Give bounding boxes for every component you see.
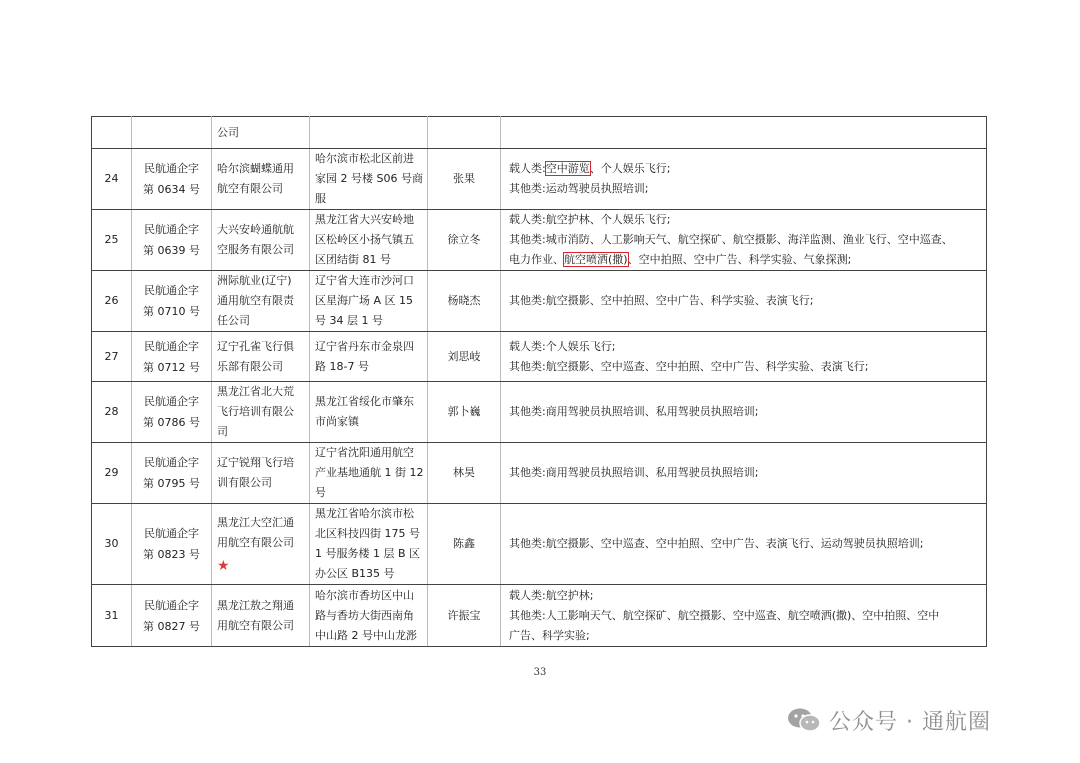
cell-line: 第 0710 号 bbox=[143, 305, 200, 318]
cell-business-scope bbox=[501, 585, 987, 647]
scope-line bbox=[509, 402, 981, 422]
cell-line: 产业基地通航 1 街 12 bbox=[315, 466, 424, 479]
scope-line bbox=[509, 534, 981, 554]
cell-line: 飞行培训有限公 bbox=[217, 405, 294, 418]
cell-line: 辽宁省大连市沙河口 bbox=[315, 274, 414, 287]
cell-line: 民航通企字 bbox=[144, 527, 199, 540]
cell-business-scope bbox=[501, 149, 987, 210]
cell-line: 辽宁锐翔飞行培 bbox=[217, 456, 294, 469]
cell-business-scope bbox=[501, 271, 987, 332]
scope-text: 其他类:运动驾驶员执照培训; bbox=[509, 182, 649, 195]
cell-company-name bbox=[212, 382, 310, 443]
cell-line: 乐部有限公司 bbox=[217, 359, 283, 373]
star-icon: ★ bbox=[217, 558, 230, 574]
table-row bbox=[92, 504, 987, 585]
cell-license bbox=[132, 210, 212, 271]
cell-business-scope bbox=[501, 443, 987, 504]
cell-line: 第 0795 号 bbox=[143, 477, 200, 490]
cell-representative: 刘思岐 bbox=[428, 332, 501, 382]
cell-line: 号 34 层 1 号 bbox=[315, 314, 383, 327]
scope-line bbox=[509, 159, 981, 179]
cell-line: 第 0823 号 bbox=[143, 548, 200, 561]
cell-company-name bbox=[212, 332, 310, 382]
cell-address bbox=[310, 504, 428, 585]
cell-line: 哈尔滨市香坊区中山 bbox=[315, 588, 414, 602]
cell-business-scope bbox=[501, 382, 987, 443]
cell-line: 民航通企字 bbox=[144, 598, 199, 612]
cell-line: 空服务有限公司 bbox=[217, 243, 294, 256]
cell-number: 30 bbox=[92, 504, 132, 585]
cell-address bbox=[310, 382, 428, 443]
scope-line bbox=[509, 626, 981, 646]
cell-line: 中山路 2 号中山龙浵 bbox=[315, 628, 417, 642]
registry-table-body bbox=[92, 117, 987, 647]
scope-text: 其他类:航空摄影、空中拍照、空中广告、科学实验、表演飞行; bbox=[509, 294, 814, 307]
cell-company-name bbox=[212, 271, 310, 332]
cell-line: 家园 2 号楼 S06 号商 bbox=[315, 172, 423, 185]
cell-number: 24 bbox=[92, 149, 132, 210]
scope-line bbox=[509, 586, 981, 606]
cell-license bbox=[132, 504, 212, 585]
cell-number: 28 bbox=[92, 382, 132, 443]
scope-text: 其他类:人工影响天气、航空探矿、航空摄影、空中巡查、航空喷洒(撒)、空中拍照、空中 bbox=[509, 608, 940, 622]
cell-address bbox=[310, 585, 428, 647]
cell-number: 27 bbox=[92, 332, 132, 382]
cell-line: 民航通企字 bbox=[144, 162, 199, 175]
scope-line bbox=[509, 337, 981, 357]
cell-company-name bbox=[212, 210, 310, 271]
cell-address bbox=[310, 210, 428, 271]
highlighted-term: 空中游览 bbox=[545, 162, 590, 175]
cell-company-name bbox=[212, 585, 310, 647]
cell-address bbox=[310, 149, 428, 210]
cell-representative: 徐立冬 bbox=[428, 210, 501, 271]
cell-address bbox=[310, 271, 428, 332]
cell-representative: 许振宝 bbox=[428, 585, 501, 647]
highlighted-term: 航空喷洒(撒) bbox=[564, 253, 628, 266]
cell-representative bbox=[428, 117, 501, 149]
cell-line: 辽宁孔雀飞行俱 bbox=[217, 339, 294, 353]
cell-number bbox=[92, 117, 132, 149]
cell-representative: 杨晓杰 bbox=[428, 271, 501, 332]
table-row bbox=[92, 149, 987, 210]
scope-line bbox=[509, 291, 981, 311]
scope-line bbox=[509, 230, 981, 250]
cell-representative: 林昊 bbox=[428, 443, 501, 504]
cell-line: 北区科技四街 175 号 bbox=[315, 527, 420, 540]
cell-line: 民航通企字 bbox=[144, 223, 199, 236]
cell-business-scope bbox=[501, 332, 987, 382]
cell-line: 哈尔滨市松北区前进 bbox=[315, 152, 414, 165]
cell-line: 黑龙江省绥化市肇东 bbox=[315, 395, 414, 408]
cell-line: 路与香坊大街西南角 bbox=[315, 608, 414, 622]
cell-address bbox=[310, 117, 428, 149]
cell-line: 民航通企字 bbox=[144, 456, 199, 469]
cell-business-scope bbox=[501, 504, 987, 585]
cell-license bbox=[132, 149, 212, 210]
cell-line: 第 0639 号 bbox=[143, 244, 200, 257]
scope-line bbox=[509, 210, 981, 230]
cell-license bbox=[132, 585, 212, 647]
cell-license bbox=[132, 332, 212, 382]
cell-line: 辽宁省沈阳通用航空 bbox=[315, 446, 414, 459]
watermark-text: 公众号 · 通航圈 bbox=[829, 709, 991, 735]
cell-license bbox=[132, 443, 212, 504]
cell-line: 黑龙江大空汇通 bbox=[217, 516, 294, 529]
scope-text: 其他类:商用驾驶员执照培训、私用驾驶员执照培训; bbox=[509, 405, 759, 418]
cell-representative: 郭卜巍 bbox=[428, 382, 501, 443]
cell-line: 黑龙江省哈尔滨市松 bbox=[315, 507, 414, 520]
cell-line: 公司 bbox=[217, 125, 239, 139]
cell-line: 号 bbox=[315, 486, 326, 499]
scope-text: 载人类: bbox=[509, 162, 546, 175]
scope-text: 其他类:航空摄影、空中巡查、空中拍照、空中广告、科学实验、表演飞行; bbox=[509, 359, 869, 373]
table-row bbox=[92, 332, 987, 382]
table-row bbox=[92, 117, 987, 149]
scope-line bbox=[509, 357, 981, 377]
cell-number: 31 bbox=[92, 585, 132, 647]
scope-text: 其他类:航空摄影、空中巡查、空中拍照、空中广告、表演飞行、运动驾驶员执照培训; bbox=[509, 537, 924, 550]
cell-company-name bbox=[212, 443, 310, 504]
scope-text: 电力作业、 bbox=[509, 253, 564, 266]
cell-representative: 陈鑫 bbox=[428, 504, 501, 585]
wechat-icon bbox=[787, 707, 821, 733]
cell-line: 司 bbox=[217, 425, 228, 438]
cell-line: 任公司 bbox=[217, 314, 250, 327]
cell-line: 区团结街 81 号 bbox=[315, 253, 391, 266]
cell-line: 第 0786 号 bbox=[143, 416, 200, 429]
scope-line bbox=[509, 606, 981, 626]
cell-license bbox=[132, 271, 212, 332]
cell-number: 29 bbox=[92, 443, 132, 504]
cell-line: 民航通企字 bbox=[144, 395, 199, 408]
cell-license bbox=[132, 382, 212, 443]
cell-line: 第 0827 号 bbox=[143, 619, 200, 633]
table-row bbox=[92, 271, 987, 332]
table-row bbox=[92, 443, 987, 504]
watermark bbox=[787, 704, 991, 736]
cell-line: 辽宁省丹东市金泉四 bbox=[315, 339, 414, 353]
cell-line: 区星海广场 A 区 15 bbox=[315, 294, 414, 307]
scope-text: 、空中拍照、空中广告、科学实验、气象探测; bbox=[627, 253, 852, 266]
cell-line: 用航空有限公司 bbox=[217, 536, 294, 549]
cell-line: 黑龙江省大兴安岭地 bbox=[315, 213, 414, 226]
cell-line: 训有限公司 bbox=[217, 476, 272, 489]
cell-line: 第 0712 号 bbox=[143, 360, 200, 374]
cell-address bbox=[310, 443, 428, 504]
cell-company-name bbox=[212, 149, 310, 210]
table-row bbox=[92, 210, 987, 271]
table-row bbox=[92, 382, 987, 443]
cell-line: 民航通企字 bbox=[144, 339, 199, 353]
cell-business-scope bbox=[501, 117, 987, 149]
scope-text: 载人类:航空护林、个人娱乐飞行; bbox=[509, 213, 671, 226]
cell-line: 黑龙江敖之翔通 bbox=[217, 598, 294, 612]
scope-line bbox=[509, 250, 981, 270]
cell-line: 路 18-7 号 bbox=[315, 359, 369, 373]
scope-line bbox=[509, 463, 981, 483]
cell-number: 25 bbox=[92, 210, 132, 271]
table-row bbox=[92, 585, 987, 647]
cell-license bbox=[132, 117, 212, 149]
page-number: 33 bbox=[533, 667, 547, 678]
cell-line: 办公区 B135 号 bbox=[315, 567, 395, 580]
cell-line: 服 bbox=[315, 192, 326, 205]
scope-text: 载人类:个人娱乐飞行; bbox=[509, 339, 616, 353]
cell-address bbox=[310, 332, 428, 382]
scope-line bbox=[509, 179, 981, 199]
registry-table bbox=[91, 116, 987, 647]
cell-line: 第 0634 号 bbox=[143, 183, 200, 196]
cell-representative: 张果 bbox=[428, 149, 501, 210]
scope-text: 其他类:商用驾驶员执照培训、私用驾驶员执照培训; bbox=[509, 466, 759, 479]
scope-text: 广告、科学实验; bbox=[509, 628, 590, 642]
scope-text: 其他类:城市消防、人工影响天气、航空探矿、航空摄影、海洋监测、渔业飞行、空中巡查、 bbox=[509, 233, 953, 246]
cell-line: 航空有限公司 bbox=[217, 182, 283, 195]
scope-text: 、个人娱乐飞行; bbox=[589, 162, 671, 175]
scope-text: 载人类:航空护林; bbox=[509, 588, 594, 602]
cell-line: 民航通企字 bbox=[144, 284, 199, 297]
cell-number: 26 bbox=[92, 271, 132, 332]
cell-line: 黑龙江省北大荒 bbox=[217, 385, 294, 398]
cell-line: 区松岭区小扬气镇五 bbox=[315, 233, 414, 246]
cell-line: 大兴安岭通航航 bbox=[217, 223, 294, 236]
cell-company-name bbox=[212, 504, 310, 585]
cell-line: 1 号服务楼 1 层 B 区 bbox=[315, 547, 421, 560]
cell-business-scope bbox=[501, 210, 987, 271]
cell-line: 洲际航业(辽宁) bbox=[217, 274, 292, 287]
cell-company-name bbox=[212, 117, 310, 149]
cell-line: 通用航空有限责 bbox=[217, 294, 294, 307]
cell-line: 哈尔滨蝴蝶通用 bbox=[217, 162, 294, 175]
cell-line: 用航空有限公司 bbox=[217, 618, 294, 632]
cell-line: 市尚家镇 bbox=[315, 415, 359, 428]
